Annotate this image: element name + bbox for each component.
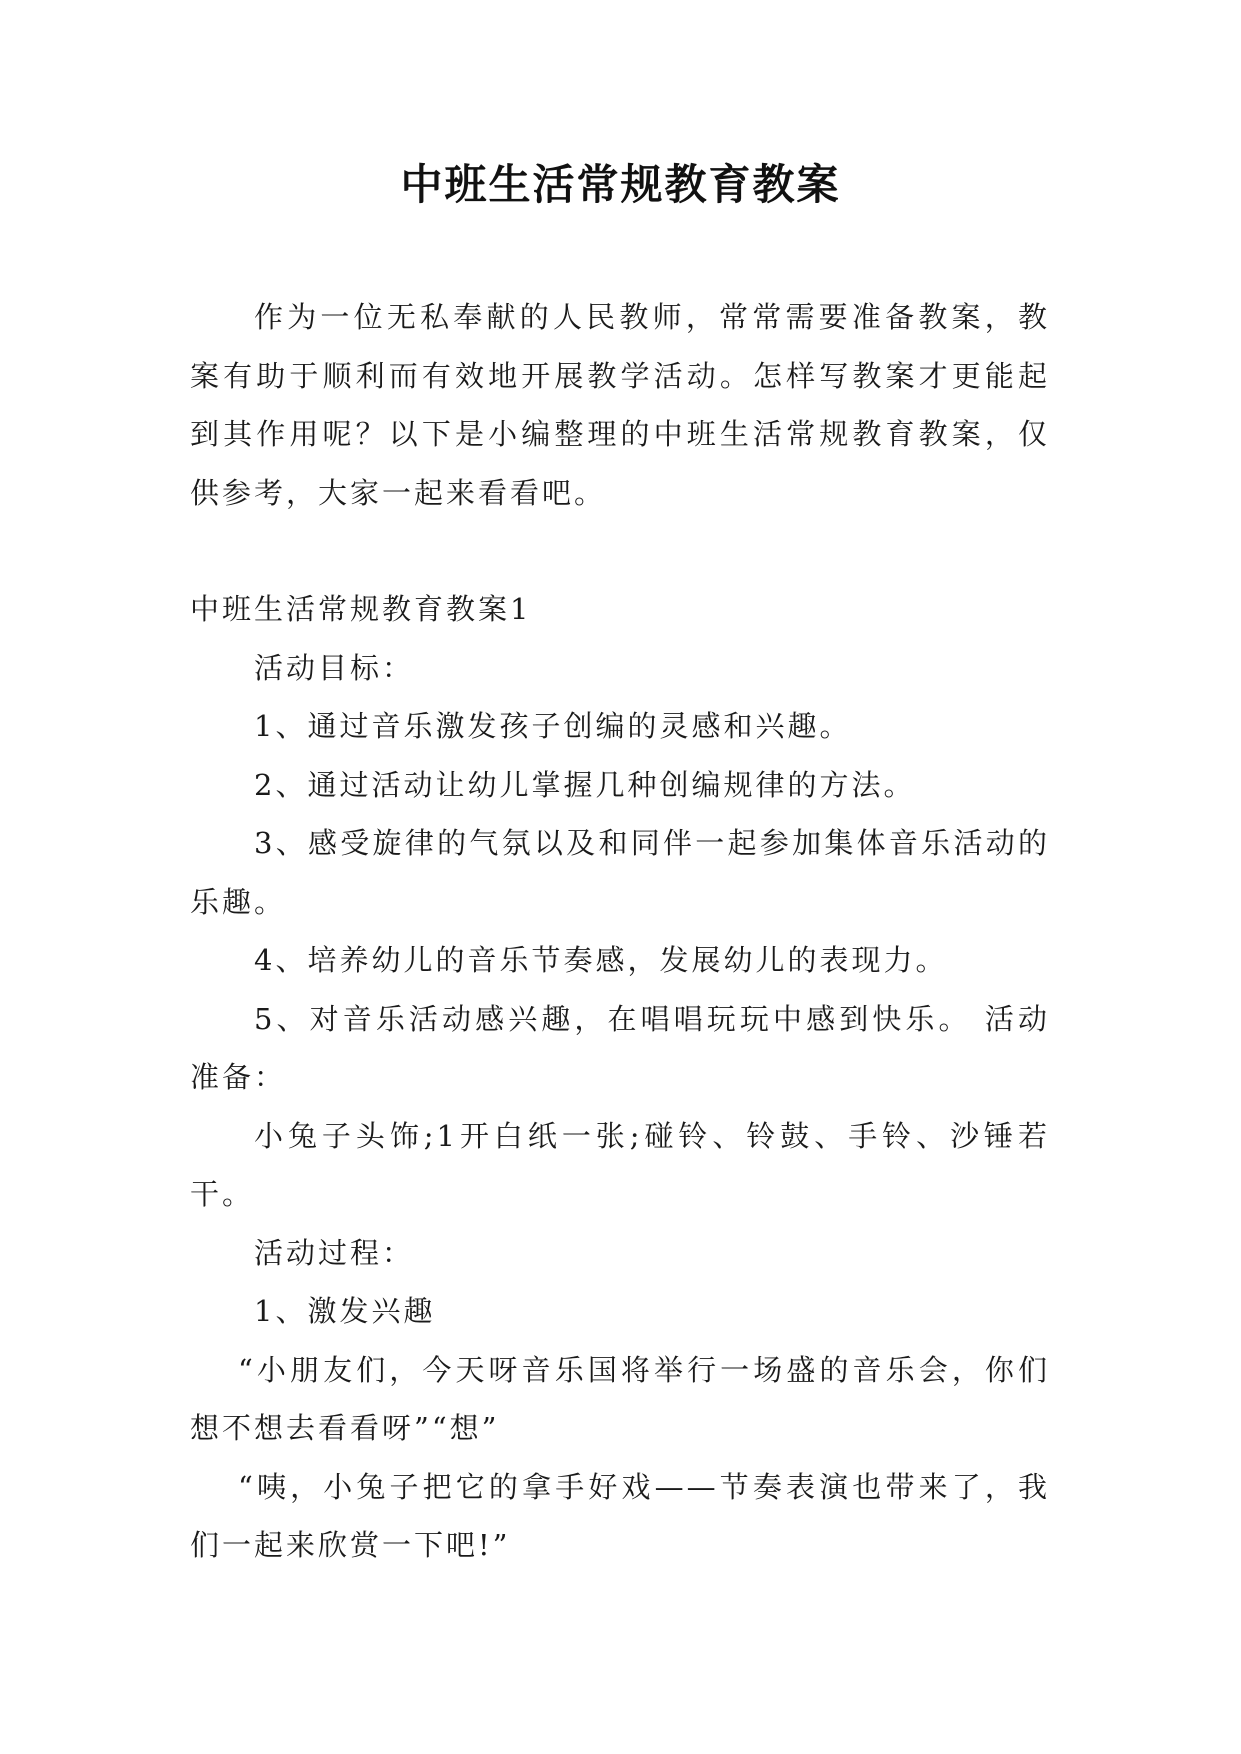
paragraph-goal-1: 1、通过音乐激发孩子创编的灵感和兴趣。 [254,709,852,743]
paragraph-goal-5: 5、对音乐活动感兴趣，在唱唱玩玩中感到快乐。 活动准备： [190,1001,1050,1094]
paragraph-quote-1: “小朋友们，今天呀音乐国将举行一场盛的音乐会，你们想不想去看看呀”“想” [190,1352,1050,1445]
paragraph-goal-2: 2、通过活动让幼儿掌握几种创编规律的方法。 [254,767,916,802]
paragraph-goal-3: 3、感受旋律的气氛以及和同伴一起参加集体音乐活动的乐趣。 [190,826,1050,919]
paragraph-step-1: 1、激发兴趣 [254,1294,436,1328]
intro-paragraph: 作为一位无私奉献的人民教师，常常需要准备教案，教案有助于顺利而有效地开展教学活动。怎样写教案才更能起到其作用呢？以下是小编整理的中班生活常规教育教案，仅供参考，大家一起来看看吧。 [190,300,1050,510]
paragraph-materials: 小兔子头饰;1开白纸一张;碰铃、铃鼓、手铃、沙锤若干。 [190,1118,1050,1211]
paragraph-activity-goals: 活动目标： [254,650,415,685]
document-title: 中班生活常规教育教案 [400,160,841,209]
paragraph-activity-process: 活动过程： [254,1235,415,1270]
paragraph-goal-4: 4、培养幼儿的音乐节奏感，发展幼儿的表现力。 [254,943,948,977]
section-heading: 中班生活常规教育教案1 [190,592,532,626]
document-body [190,288,1050,1575]
paragraph-quote-2: “咦，小兔子把它的拿手好戏——节奏表演也带来了，我们一起来欣赏一下吧!” [190,1469,1050,1562]
